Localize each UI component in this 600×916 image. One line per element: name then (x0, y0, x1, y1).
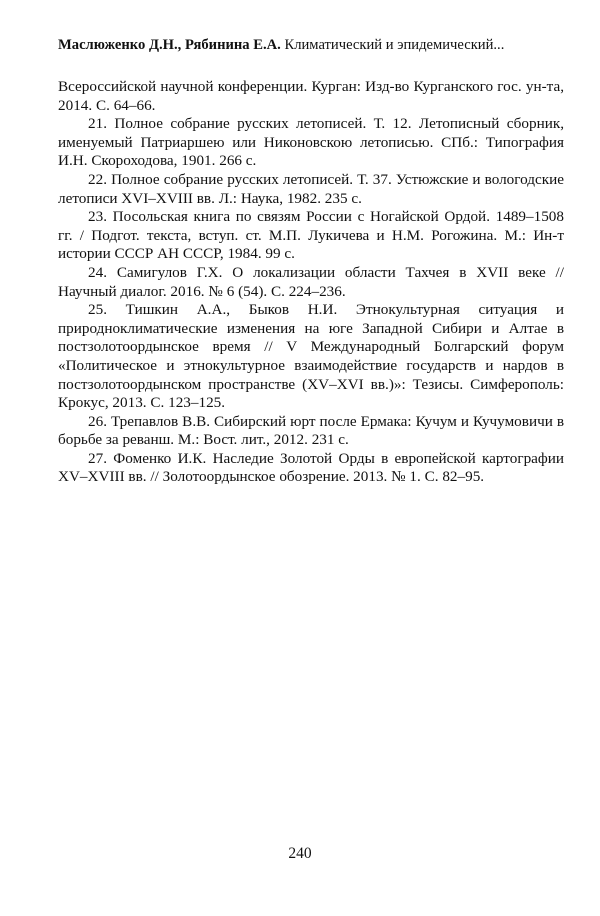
reference-27: 27. Фоменко И.К. Наследие Золотой Орды в европейской картографии XV–XVIII вв. // Золотоордынское обозрение. 2013. № 1. С. 82–95. (58, 449, 564, 486)
reference-list (58, 78, 564, 487)
reference-22: 22. Полное собрание русских летописей. Т. 37. Устюжские и вологодские летописи XVI–XVIII вв. Л.: Наука, 1982. 235 с. (58, 170, 564, 207)
header-title: Климатический и эпидемический... (284, 37, 505, 53)
header-authors: Маслюженко Д.Н., Рябинина Е.А. (58, 37, 281, 53)
reference-25: 25. Тишкин А.А., Быков Н.И. Этнокультурная ситуация и природноклиматические изменения на юге Западной Сибири и Алтае в постзолотоордынское время // V Международный Болгарский форум «Политическое и этнокультурное взаимодействие государств и нардов в постзолотоордынском пространстве (XV–XVI вв.)»: Тезисы. Симферополь: Крокус, 2013. С. 123–125. (58, 301, 564, 412)
page-number: 240 (288, 845, 312, 862)
reference-23: 23. Посольская книга по связям России с Ногайской Ордой. 1489–1508 гг. / Подгот. текста, вступ. ст. М.П. Лукичева и Н.М. Рогожина. М.: Ин-т истории СССР АН СССР, 1984. 99 с. (58, 208, 564, 263)
reference-continuation: Всероссийской научной конференции. Курган: Изд-во Курганского гос. ун-та, 2014. С. 64–66. (58, 78, 564, 114)
reference-26: 26. Трепавлов В.В. Сибирский юрт после Ермака: Кучум и Кучумовичи в борьбе за реванш. М.: Вост. лит., 2012. 231 с. (58, 412, 564, 449)
reference-24: 24. Самигулов Г.Х. О локализации области Тахчея в XVII веке // Научный диалог. 2016. № 6 (54). С. 224–236. (58, 263, 564, 300)
reference-21: 21. Полное собрание русских летописей. Т. 12. Летописный сборник, именуемый Патриаршею или Никоновскою летописью. СПб.: Типография И.Н. Скороходова, 1901. 266 с. (58, 115, 564, 170)
running-header (58, 36, 568, 54)
